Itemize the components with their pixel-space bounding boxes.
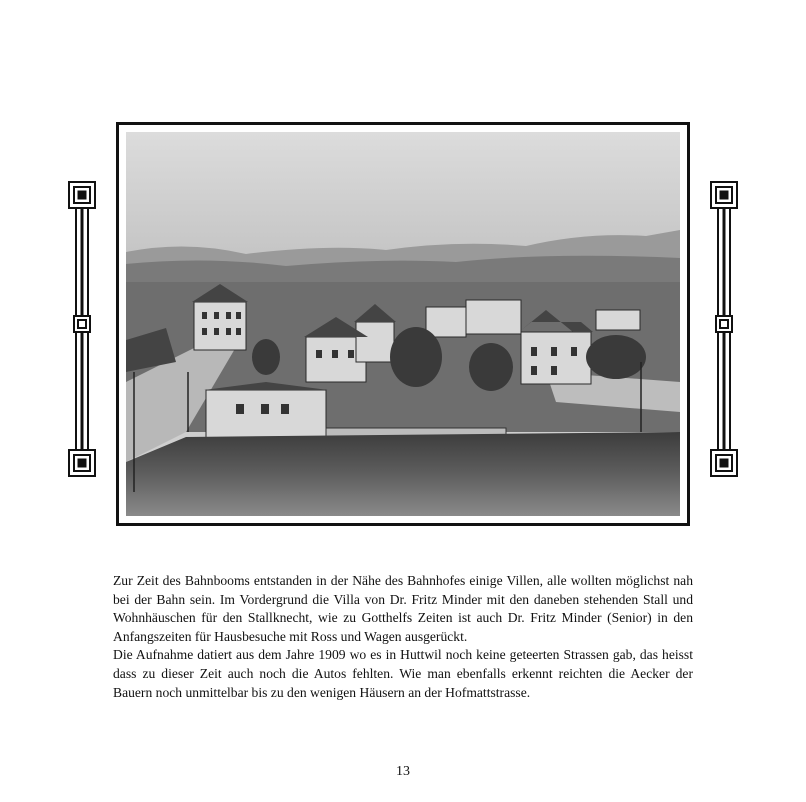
caption-paragraph-2: Die Aufnahme datiert aus dem Jahre 1909 wo es in Huttwil noch keine geteerten Strassen gab, das heisst dass zu dieser Zeit auch noch die Autos fehlten. Wie man ebenfalls erkennt reichten die Aecker der Bauern noch unmittelbar bis zu den wenigen Häusern an der Hofmattstrasse. [113,647,693,700]
page-number: 13 [396,764,410,779]
right-ornament-icon [709,180,739,478]
photo-caption [113,572,693,702]
left-ornament-icon [67,180,97,478]
historic-photo-icon [126,132,680,516]
caption-paragraph-1: Zur Zeit des Bahnbooms entstanden in der Nähe des Bahnhofes einige Villen, alle wollten möglichst nah bei der Bahn sein. Im Vordergrund die Villa von Dr. Fritz Minder mit den daneben stehenden Stall und Wohnhäuschen für den Stallknecht, wie zu Gotthelfs Zeiten ist auch Dr. Fritz Minder (Senior) in den Anfangszeiten für Hausbesuche mit Ross und Wagen ausgerückt. [113,573,693,644]
photo-frame [116,122,690,526]
